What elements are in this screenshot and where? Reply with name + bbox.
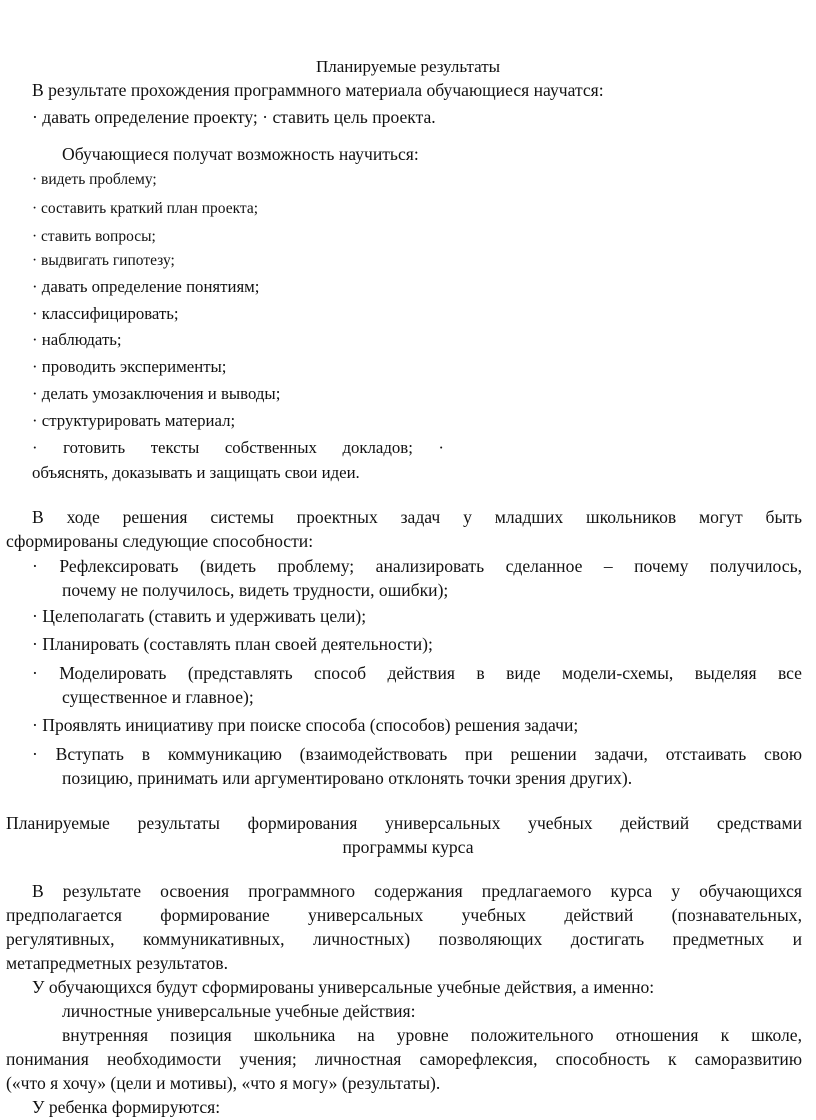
ability-item: · Проявлять инициативу при поиске способа (способов) решения задачи; bbox=[32, 715, 579, 735]
list-item: · выдвигать гипотезу; bbox=[32, 252, 175, 269]
section2-heading-line-1: Планируемые результаты формирования универсальных учебных действий средствами bbox=[6, 813, 802, 833]
child-forms: У ребенка формируются: bbox=[32, 1097, 221, 1117]
ability-item: · Моделировать (представлять способ действия в виде модели-схемы, выделяя все bbox=[32, 663, 802, 683]
intro-line: В результате прохождения программного материала обучающиеся научатся: bbox=[32, 80, 604, 100]
list-item: · готовить тексты собственных докладов; · bbox=[32, 438, 444, 457]
section2-para-line: предполагается формирование универсальных учебных действий (познавательных, bbox=[6, 905, 802, 925]
ability-item-cont: существенное и главное); bbox=[62, 687, 254, 707]
section2-para-line: В результате освоения программного содержания предлагаемого курса у обучающихся bbox=[32, 881, 802, 901]
list-item: · составить краткий план проекта; bbox=[32, 200, 259, 217]
uud-intro: У обучающихся будут сформированы универсальные учебные действия, а именно: bbox=[32, 977, 655, 997]
learn-items: · давать определение проекту; · ставить цель проекта. bbox=[32, 107, 436, 127]
section2-heading-line-2: программы курса bbox=[342, 837, 474, 857]
abilities-intro-line-1: В ходе решения системы проектных задач у младших школьников могут быть bbox=[32, 507, 802, 527]
list-item: · давать определение понятиям; bbox=[32, 277, 260, 296]
opportunity-heading: Обучающиеся получат возможность научиться: bbox=[62, 144, 419, 164]
ability-item-cont: почему не получилось, видеть трудности, ошибки); bbox=[62, 580, 449, 600]
personal-para-line: внутренняя позиция школьника на уровне положительного отношения к школе, bbox=[62, 1025, 802, 1045]
section2-para-line: регулятивных, коммуникативных, личностных) позволяющих достигать предметных и bbox=[6, 929, 802, 949]
section2-para-line: метапредметных результатов. bbox=[6, 953, 228, 973]
ability-item: · Вступать в коммуникацию (взаимодействовать при решении задачи, отстаивать свою bbox=[32, 744, 802, 764]
personal-para-line: понимания необходимости учения; личностная саморефлексия, способность к саморазвитию bbox=[6, 1049, 802, 1069]
ability-item: · Планировать (составлять план своей деятельности); bbox=[32, 634, 433, 654]
list-item: · ставить вопросы; bbox=[32, 228, 156, 245]
list-item: · классифицировать; bbox=[32, 304, 179, 323]
ability-item: · Целеполагать (ставить и удерживать цели); bbox=[32, 606, 367, 626]
list-item: · структурировать материал; bbox=[32, 411, 236, 430]
list-item: · проводить эксперименты; bbox=[32, 357, 227, 376]
personal-heading: личностные универсальные учебные действия: bbox=[62, 1001, 416, 1021]
ability-item: · Рефлексировать (видеть проблему; анализировать сделанное – почему получилось, bbox=[32, 556, 802, 576]
list-item: · делать умозаключения и выводы; bbox=[32, 384, 281, 403]
ability-item-cont: позицию, принимать или аргументировано отклонять точки зрения других). bbox=[62, 768, 633, 788]
list-item: объяснять, доказывать и защищать свои идеи. bbox=[32, 463, 360, 482]
personal-para-line: («что я хочу» (цели и мотивы), «что я могу» (результаты). bbox=[6, 1073, 441, 1093]
page-title: Планируемые результаты bbox=[315, 57, 501, 76]
list-item: · наблюдать; bbox=[32, 330, 122, 349]
list-item: · видеть проблему; bbox=[32, 171, 157, 188]
abilities-intro-line-2: сформированы следующие способности: bbox=[6, 531, 314, 551]
